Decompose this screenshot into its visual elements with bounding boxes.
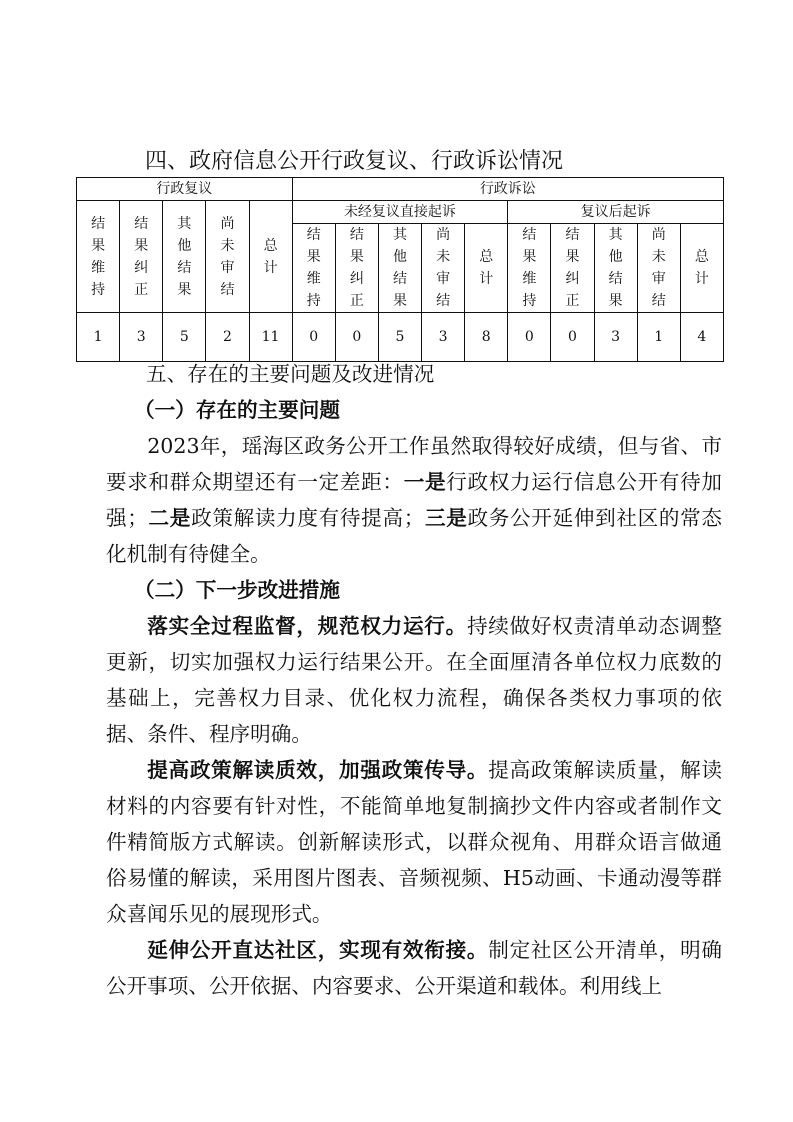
col-header: 结果维持 xyxy=(91,215,106,298)
table-cell: 0 xyxy=(292,313,335,362)
col-header: 总计 xyxy=(694,249,709,287)
paragraph-problems: 2023年，瑶海区政务公开工作虽然取得较好成绩，但与省、市要求和群众期望还有一定差距：一是行政权力运行信息公开有待加强；二是政策解读力度有待提高；三是政务公开延伸到社区的常态化机制有待健全。 xyxy=(106,434,723,566)
table-cell: 3 xyxy=(422,313,465,362)
col-header: 结果维持 xyxy=(306,227,321,309)
table-cell: 0 xyxy=(551,313,594,362)
review-litigation-table xyxy=(76,177,724,362)
col-header: 其他结果 xyxy=(392,227,407,309)
table-cell: 1 xyxy=(637,313,680,362)
col-header: 结果纠正 xyxy=(134,215,149,298)
table-cell: 0 xyxy=(335,313,378,362)
paragraph-measure-2: 提高政策解读质效，加强政策传导。提高政策解读质量，解读材料的内容要有针对性，不能简单地复制摘抄文件内容或者制作文件精简版方式解读。创新解读形式，以群众视角、用群众语言做通俗易懂的解读，采用图片图表、音频视频、H5动画、卡通动漫等群众喜闻乐见的展现形式。 xyxy=(106,758,723,926)
col-header: 尚未审结 xyxy=(651,227,666,309)
paragraph-measure-3: 延伸公开直达社区，实现有效衔接。制定社区公开清单，明确公开事项、公开依据、内容要求、公开渠道和载体。利用线上 xyxy=(106,938,723,998)
section-4-title: 四、政府信息公开行政复议、行政诉讼情况 xyxy=(145,149,564,174)
col-header: 结果维持 xyxy=(522,227,537,309)
table-cell: 5 xyxy=(378,313,421,362)
table-cell: 4 xyxy=(680,313,723,362)
col-header: 尚未审结 xyxy=(220,215,235,298)
table-cell: 0 xyxy=(508,313,551,362)
table-cell: 11 xyxy=(249,313,292,362)
direct-header: 未经复议直接起诉 xyxy=(292,201,508,224)
litigation-header: 行政诉讼 xyxy=(292,178,723,201)
table-cell: 1 xyxy=(77,313,120,362)
table-cell: 3 xyxy=(120,313,163,362)
subsection-2-title: （二）下一步改进措施 xyxy=(134,578,340,602)
paragraph-measure-1: 落实全过程监督，规范权力运行。持续做好权责清单动态调整更新，切实加强权力运行结果公开。在全面厘清各单位权力底数的基础上，完善权力目录、优化权力流程，确保各类权力事项的依据、条件、程序明确。 xyxy=(106,614,723,746)
table-cell: 8 xyxy=(465,313,508,362)
col-header: 尚未审结 xyxy=(436,227,451,309)
col-header: 其他结果 xyxy=(608,227,623,309)
subsection-1-title: （一）存在的主要问题 xyxy=(134,398,340,422)
section-5-title: 五、存在的主要问题及改进情况 xyxy=(146,362,435,386)
table-cell: 3 xyxy=(594,313,637,362)
review-header: 行政复议 xyxy=(77,178,293,201)
table-cell: 5 xyxy=(163,313,206,362)
document-body xyxy=(106,356,722,1004)
col-header: 结果纠正 xyxy=(349,227,364,309)
after-review-header: 复议后起诉 xyxy=(508,201,724,224)
col-header: 总计 xyxy=(479,249,494,287)
col-header: 总计 xyxy=(263,237,278,276)
col-header: 其他结果 xyxy=(177,215,192,298)
col-header: 结果纠正 xyxy=(565,227,580,309)
table-cell: 2 xyxy=(206,313,249,362)
